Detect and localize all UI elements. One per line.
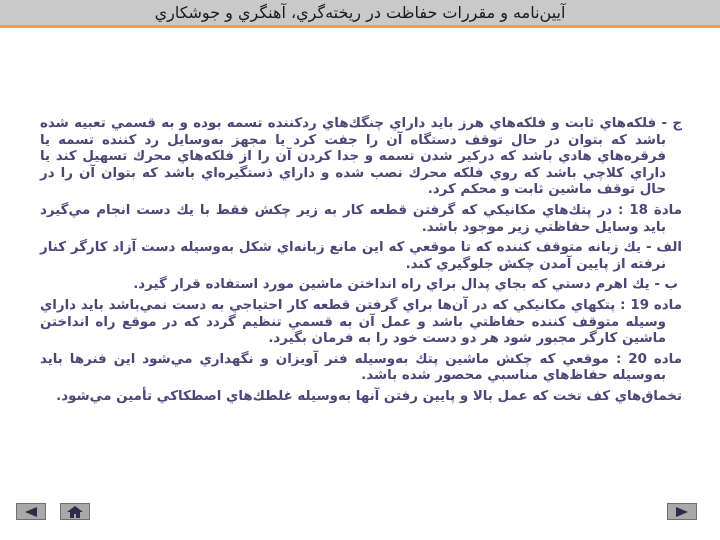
next-slide-button[interactable]	[667, 503, 697, 520]
document-body	[40, 116, 682, 410]
paragraph-alef: الف - يك زبانه متوقف كننده كه تا موقعي كه اين مانع زبانه‌اي شكل به‌وسيله دست آزاد كارگر كنار نرفته از پايين آمدن چكش جلوگيري كند.	[40, 240, 682, 272]
paragraph-article-19: ماده 19 : پتكهاي مكانيكي كه در آن‌ها براي گرفتن قطعه كار احتياجي به دست نمي‌باشد بايد داراي وسيله متوقف كننده حفاظتي باشد و عمل آن به قسمي تنظيم گردد كه در موقع راه انداختن ماشين كارگر مجبور شود هر دو دست خود را به فرمان بگيرد.	[40, 297, 682, 347]
triangle-left-icon	[24, 507, 38, 517]
triangle-right-icon	[675, 507, 689, 517]
paragraph-article-20: ماده 20 : موقعي كه چكش ماشين پتك به‌وسيله فنر آويزان و نگهداري مي‌شود اين فنرها بايد به‌وسيله حفاظ‌هاي مناسبي محصور شده باشد.	[40, 351, 682, 384]
previous-slide-button[interactable]	[16, 503, 46, 520]
paragraph-article-18: مادة 18 : در پتك‌هاي مكانيكي كه گرفتن قطعه كار به زير چكش فقط با يك دست انجام مي‌گيرد بايد وسايل حفاظتي زير موجود باشد.	[40, 202, 682, 235]
home-icon	[67, 506, 83, 518]
paragraph-be: ب - يك اهرم دستي كه بجاي پدال براي راه انداختن ماشين مورد استفاده قرار گيرد.	[133, 277, 678, 293]
header-bar	[0, 0, 720, 28]
page-title: آیین‌نامه و مقررات حفاظت در ریخته‌گري، آهنگري و جوشكاري	[154, 3, 566, 22]
paragraph-c: ج - فلكه‌هاي ثابت و فلكه‌هاي هرز بايد داراي چنگك‌هاي ردكننده تسمه بوده و به قسمي تعبيه شده باشد كه بتوان در حال توقف دستگاه آن را جفت كرد يا مجهز به‌وسايل رد كننده تسمه يا فرقره‌هاي هادي باشد كه دركير شدن تسمه و جدا كردن آن را از فلكه‌هاي محرك تسهيل كند يا داراي كلاچي باشد كه روي فلكه محرك نصب شده و داراي ذستگيره‌اي باشد كه بتوان آن را در حال توقف ماشين ثابت و محكم كرد.	[40, 116, 682, 198]
home-button[interactable]	[60, 503, 90, 520]
paragraph-tokhmagh: تخماق‌هاي كف تخت كه عمل بالا و پايين رفتن آنها به‌وسيله غلطك‌هاي اصطكاكي تأمين مي‌شود.	[56, 388, 682, 404]
